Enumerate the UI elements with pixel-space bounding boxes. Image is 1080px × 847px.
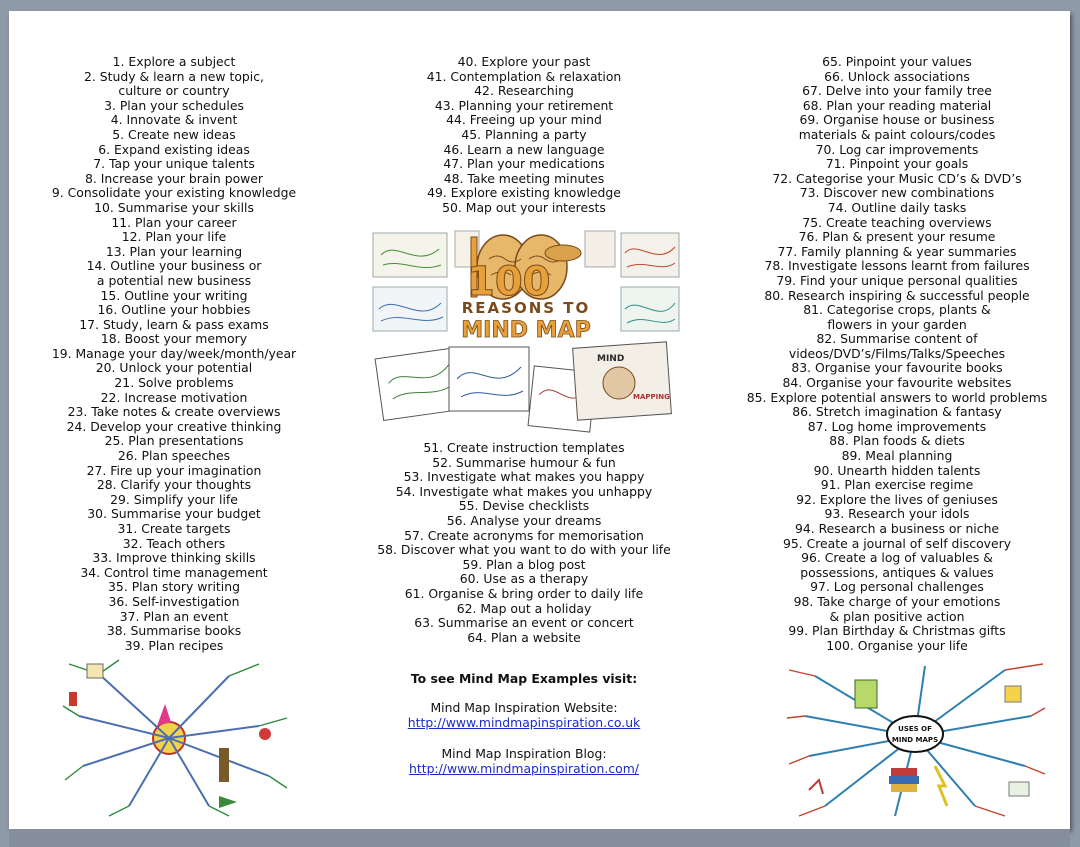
reason-item: 47. Plan your medications <box>443 156 605 172</box>
number-100: 100 <box>467 259 551 305</box>
reason-item: 24. Develop your creative thinking <box>66 418 282 434</box>
brain-pair <box>467 235 581 305</box>
reason-item: 46. Learn a new language <box>443 141 605 157</box>
reason-item: 48. Take meeting minutes <box>443 170 605 186</box>
mind-map-illustration-left <box>59 656 291 821</box>
reason-item: 96. Create a log of valuables & possessions, antiques & values <box>800 550 994 580</box>
branch-image <box>87 664 103 678</box>
reason-item: 67. Delve into your family tree <box>802 83 992 99</box>
inset-label-2: MAPPING <box>633 393 670 401</box>
map-page <box>449 347 529 411</box>
reason-item: 25. Plan presentations <box>104 433 244 449</box>
reason-item: 13. Plan your learning <box>105 243 243 259</box>
mind-map-links <box>354 671 694 776</box>
reason-item: 77. Family planning & year summaries <box>777 243 1017 259</box>
reason-item: 37. Plan an event <box>119 608 229 624</box>
reason-item: 52. Summarise humour & fun <box>432 454 616 470</box>
reason-item: 7. Tap your unique talents <box>93 156 255 172</box>
reason-item: 27. Fire up your imagination <box>86 462 262 478</box>
reason-item: 73. Discover new combinations <box>799 185 995 201</box>
inset-face <box>603 367 635 399</box>
reason-item: 72. Categorise your Music CD’s & DVD’s <box>772 170 1022 186</box>
reason-item: 53. Investigate what makes you happy <box>403 469 645 485</box>
reason-item: 6. Expand existing ideas <box>98 141 250 157</box>
reason-item: 22. Increase motivation <box>100 389 248 405</box>
reason-item: 54. Investigate what makes you unhappy <box>395 483 653 499</box>
inset-label-1: MIND <box>597 354 625 364</box>
reason-item: 71. Pinpoint your goals <box>825 156 969 172</box>
hundred-reasons-illustration <box>371 229 681 434</box>
spacer <box>354 730 694 744</box>
reason-item: 97. Log personal challenges <box>810 579 984 595</box>
reason-item: 28. Clarify your thoughts <box>96 477 252 493</box>
reason-item: 90. Unearth hidden talents <box>813 462 981 478</box>
reason-item: 8. Increase your brain power <box>84 170 264 186</box>
reason-item: 87. Log home improvements <box>807 418 987 434</box>
reason-item: 63. Summarise an event or concert <box>414 615 634 631</box>
reason-item: 4. Innovate & invent <box>110 112 238 128</box>
stacked-maps <box>375 342 671 432</box>
reasons-list-2a <box>354 55 694 216</box>
left-art-svg <box>59 656 291 821</box>
website-label: Mind Map Inspiration Website: <box>430 700 618 715</box>
reason-item: 49. Explore existing knowledge <box>427 185 621 201</box>
reason-item: 82. Summarise content of videos/DVD’s/Films/Talks/Speeches <box>788 331 1006 361</box>
reason-item: 2. Study & learn a new topic, culture or country <box>84 68 264 99</box>
reason-item: 23. Take notes & create overviews <box>67 404 281 420</box>
reason-item: 58. Discover what you want to do with your life <box>377 542 671 558</box>
reason-item: 41. Contemplation & relaxation <box>426 68 622 84</box>
branch-arrow <box>809 780 823 794</box>
book-stack <box>891 768 917 776</box>
uses-of-mind-maps-illustration <box>785 656 1047 826</box>
reason-item: 44. Freeing up your mind <box>446 112 602 128</box>
book-stack <box>889 776 919 784</box>
reason-item: 78. Investigate lessons learnt from failures <box>764 258 1030 274</box>
reason-item: 19. Manage your day/week/month/year <box>51 345 297 361</box>
branch-image <box>219 748 229 782</box>
central-image <box>887 716 943 752</box>
center-label-1: USES OF <box>898 725 932 733</box>
reason-item: 76. Plan & present your resume <box>798 229 996 245</box>
reason-item: 36. Self-investigation <box>108 593 240 609</box>
reason-item: 99. Plan Birthday & Christmas gifts <box>788 623 1006 639</box>
reason-item: 81. Categorise crops, plants & flowers in your garden <box>803 302 991 332</box>
branch-image <box>69 692 77 706</box>
mini-map <box>373 233 447 277</box>
background-strip <box>9 829 1070 847</box>
mini-map <box>621 233 679 277</box>
reason-item: 30. Summarise your budget <box>87 506 261 522</box>
right-art-svg <box>785 656 1047 826</box>
mini-map <box>585 231 615 267</box>
reason-item: 26. Plan speeches <box>117 448 231 464</box>
reason-item: 61. Organise & bring order to daily life <box>404 585 644 601</box>
reason-item: 92. Explore the lives of geniuses <box>796 491 998 507</box>
reason-item: 35. Plan story writing <box>108 579 240 595</box>
reason-item: 74. Outline daily tasks <box>827 199 967 215</box>
reason-item: 59. Plan a blog post <box>462 556 586 572</box>
reason-item: 45. Planning a party <box>461 126 587 142</box>
reason-item: 39. Plan recipes <box>124 637 224 653</box>
center-label-2: MIND MAPS <box>891 736 939 744</box>
blog-link[interactable]: http://www.mindmapinspiration.com/ <box>409 761 639 776</box>
reason-item: 12. Plan your life <box>121 229 227 245</box>
reason-item: 89. Meal planning <box>841 448 953 464</box>
blog-label: Mind Map Inspiration Blog: <box>441 746 607 761</box>
reason-item: 66. Unlock associations <box>824 68 970 84</box>
reason-item: 95. Create a journal of self discovery <box>782 535 1012 551</box>
reason-item: 9. Consolidate your existing knowledge <box>51 185 297 201</box>
reason-item: 88. Plan foods & diets <box>829 433 965 449</box>
reason-item: 75. Create teaching overviews <box>802 214 992 230</box>
reason-item: 40. Explore your past <box>457 54 591 69</box>
reason-item: 70. Log car improvements <box>815 141 979 157</box>
reason-item: 85. Explore potential answers to world problems <box>746 389 1048 405</box>
column-3 <box>724 55 1070 653</box>
book-stack <box>891 784 917 792</box>
branch-heart <box>259 728 271 740</box>
website-link[interactable]: http://www.mindmapinspiration.co.uk <box>407 715 641 730</box>
reason-item: 84. Organise your favourite websites <box>782 375 1012 391</box>
reason-item: 42. Researching <box>474 83 574 99</box>
brochure-page <box>9 11 1070 829</box>
reason-item: 32. Teach others <box>122 535 226 551</box>
reason-item: 91. Plan exercise regime <box>820 477 974 493</box>
reason-item: 10. Summarise your skills <box>94 199 254 215</box>
reason-item: 3. Plan your schedules <box>104 97 244 113</box>
branch-image <box>1009 782 1029 796</box>
reasons-list-1 <box>9 55 339 653</box>
reason-item: 17. Study, learn & pass exams <box>79 316 269 332</box>
reason-item: 65. Pinpoint your values <box>822 54 972 69</box>
reason-item: 31. Create targets <box>117 521 231 536</box>
reason-item: 38. Summarise books <box>106 623 242 639</box>
reason-item: 62. Map out a holiday <box>456 600 592 616</box>
column-1 <box>9 55 339 653</box>
reason-item: 94. Research a business or niche <box>794 521 1000 536</box>
reason-item: 98. Take charge of your emotions & plan positive action <box>793 593 1001 624</box>
reason-item: 15. Outline your writing <box>100 287 248 303</box>
reason-item: 57. Create acronyms for memorisation <box>404 527 644 543</box>
reason-item: 1. Explore a subject <box>112 54 236 69</box>
center-art-svg <box>371 229 681 434</box>
main-branches <box>79 674 269 806</box>
reason-item: 5. Create new ideas <box>112 126 236 142</box>
reasons-list-2b <box>354 441 694 645</box>
reasons-list-3 <box>724 55 1070 653</box>
reason-item: 56. Analyse your dreams <box>446 512 602 528</box>
reason-item: 60. Use as a therapy <box>459 571 589 587</box>
reason-item: 69. Organise house or business materials & paint colours/codes <box>798 112 996 142</box>
reason-item: 100. Organise your life <box>826 637 968 653</box>
reason-item: 50. Map out your interests <box>442 199 606 215</box>
title-line-2: MIND MAP <box>461 318 591 343</box>
reason-item: 16. Outline your hobbies <box>97 302 251 318</box>
branch-image <box>855 680 877 708</box>
reason-item: 80. Research inspiring & successful people <box>764 287 1030 303</box>
reason-item: 29. Simplify your life <box>110 491 238 507</box>
links-heading: To see Mind Map Examples visit: <box>410 671 638 686</box>
reason-item: 64. Plan a website <box>467 629 581 645</box>
reason-item: 18. Boost your memory <box>100 331 248 347</box>
reason-item: 79. Find your unique personal qualities <box>776 272 1018 288</box>
reason-item: 51. Create instruction templates <box>423 440 625 455</box>
branch-image <box>1005 686 1021 702</box>
column-2 <box>354 55 694 216</box>
reason-item: 20. Unlock your potential <box>95 360 253 376</box>
reason-item: 93. Research your idols <box>824 506 970 522</box>
column-2-bottom <box>354 441 694 645</box>
reason-item: 14. Outline your business or a potential new business <box>86 258 262 288</box>
branch-arrow <box>219 796 237 808</box>
reason-item: 83. Organise your favourite books <box>791 360 1003 376</box>
reason-item: 43. Planning your retirement <box>434 97 614 113</box>
reason-item: 11. Plan your career <box>111 214 237 230</box>
reason-item: 86. Stretch imagination & fantasy <box>792 404 1002 420</box>
reason-item: 55. Devise checklists <box>458 498 590 514</box>
reason-item: 33. Improve thinking skills <box>92 550 256 566</box>
reason-item: 21. Solve problems <box>114 375 234 391</box>
title-line-1: REASONS TO <box>461 299 591 317</box>
reason-item: 34. Control time management <box>80 564 268 580</box>
reason-item: 68. Plan your reading material <box>802 97 992 113</box>
